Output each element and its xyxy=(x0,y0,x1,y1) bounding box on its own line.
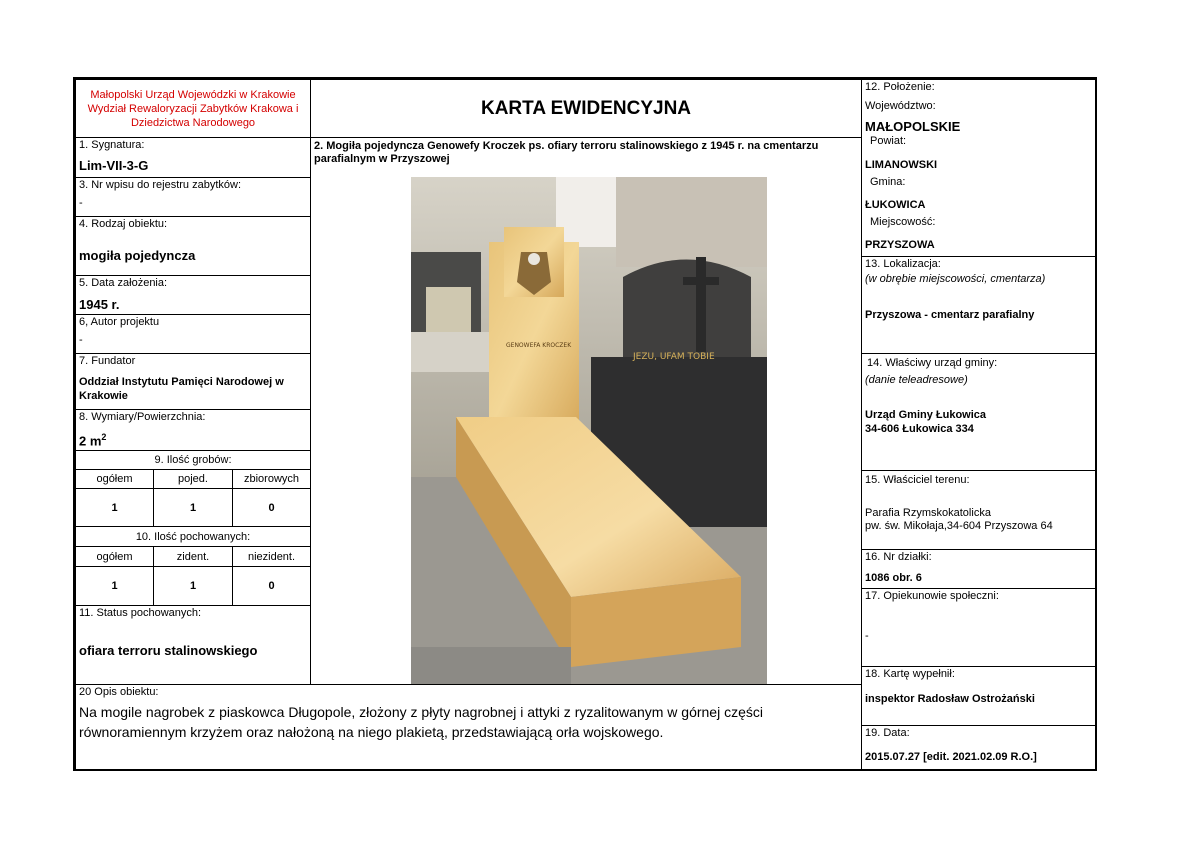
author-field xyxy=(75,314,311,354)
photo-curb xyxy=(411,332,496,372)
filled-by-field xyxy=(861,666,1097,726)
object-photo-panel xyxy=(310,137,862,685)
photo-gravel xyxy=(411,647,571,685)
office-hint: (danie teleadresowe) xyxy=(865,374,968,386)
register-field xyxy=(75,177,311,217)
buried-value-total xyxy=(75,566,154,606)
localization-hint: (w obrębie miejscowości, cmentarza) xyxy=(865,273,1046,285)
localization-label: 13. Lokalizacja: xyxy=(865,258,941,270)
type-label: 4. Rodzaj obiektu: xyxy=(79,218,168,230)
photo-building xyxy=(616,177,767,267)
buried-header-total xyxy=(75,546,154,567)
dimensions-label: 8. Wymiary/Powierzchnia: xyxy=(79,411,206,423)
buried-header-text: ogółem xyxy=(96,550,133,563)
date-founded-field xyxy=(75,275,311,315)
buried-value-unidentified xyxy=(232,566,311,606)
founder-value: Oddział Instytutu Pamięci Narodowej w Krakowie xyxy=(79,376,284,402)
description-text xyxy=(76,700,861,744)
graves-value-text: 0 xyxy=(268,501,275,514)
buried-value-identified xyxy=(153,566,233,606)
photo-plaque-name: GENOWEFA KROCZEK xyxy=(506,342,572,349)
signature-value: Lim-VII-3-G xyxy=(79,158,149,173)
author-value: - xyxy=(79,334,83,346)
location-field xyxy=(861,79,1097,257)
graves-label: 9. Ilość grobów: xyxy=(154,454,232,466)
status-value: ofiara terroru stalinowskiego xyxy=(79,643,258,658)
title-box xyxy=(310,79,862,138)
grave-photo xyxy=(411,177,767,685)
plot-field xyxy=(861,549,1097,589)
photo-crucifix-horizontal xyxy=(683,277,719,285)
card-date-field xyxy=(861,725,1097,771)
owner-name: Parafia Rzymskokatolicka xyxy=(865,507,991,519)
guardians-field xyxy=(861,588,1097,667)
office-name: Urząd Gminy Łukowica xyxy=(865,409,987,421)
signature-label: 1. Sygnatura: xyxy=(79,139,145,151)
type-field xyxy=(75,216,311,276)
status-field xyxy=(75,605,311,685)
county-label: Powiat: xyxy=(870,135,907,147)
guardians-value: - xyxy=(865,630,869,642)
signature-field xyxy=(75,137,311,178)
graves-value-text: 1 xyxy=(111,501,118,514)
authority-header xyxy=(75,79,311,138)
buried-value-text: 1 xyxy=(189,580,197,592)
object-title: 2. Mogiła pojedyncza Genowefy Kroczek ps. ofiary terroru stalinowskiego z 1945 r. na cmentarzu parafialnym w Przyszowej xyxy=(314,140,819,165)
photo-crucifix-vertical xyxy=(696,257,706,352)
office-field xyxy=(861,353,1097,471)
graves-label-cell xyxy=(75,450,311,470)
graves-header-text: zbiorowych xyxy=(243,473,300,485)
owner-label: 15. Właściciel terenu: xyxy=(865,474,970,486)
localization-value: Przyszowa - cmentarz parafialny xyxy=(865,309,1035,321)
photo-candles xyxy=(426,287,471,332)
graves-value-total xyxy=(75,488,154,527)
buried-label-cell xyxy=(75,526,311,547)
graves-header-text: pojed. xyxy=(178,473,208,485)
dimensions-number: 2 m xyxy=(79,433,102,449)
buried-label: 10. Ilość pochowanych: xyxy=(135,530,251,543)
type-value: mogiła pojedyncza xyxy=(79,248,196,263)
localization-field xyxy=(861,256,1097,354)
founder-label: 7. Fundator xyxy=(79,355,136,367)
guardians-label: 17. Opiekunowie społeczni: xyxy=(865,590,999,602)
graves-value-collective xyxy=(232,488,311,527)
authority-text xyxy=(76,80,310,130)
commune-label: Gmina: xyxy=(870,176,906,188)
location-label: 12. Położenie: xyxy=(865,81,935,93)
status-label: 11. Status pochowanych: xyxy=(79,607,202,619)
page-title: KARTA EWIDENCYJNA xyxy=(480,97,692,119)
owner-address: pw. św. Mikołaja,34-604 Przyszowa 64 xyxy=(865,520,1053,532)
founder-field xyxy=(75,353,311,410)
town-value: PRZYSZOWA xyxy=(865,239,935,251)
card-date-value: 2015.07.27 [edit. 2021.02.09 R.O.] xyxy=(865,751,1037,763)
owner-field xyxy=(861,470,1097,550)
buried-header-text: niezident. xyxy=(247,550,296,563)
graves-header-collective xyxy=(232,469,311,489)
authority-line: Wydział Rewaloryzacji Zabytków Krakowa i xyxy=(87,103,299,115)
author-label: 6, Autor projektu xyxy=(79,316,160,328)
dimensions-unit-exponent: 2 xyxy=(101,432,107,442)
town-label: Miejscowość: xyxy=(870,216,936,228)
authority-line: Dziedzictwa Narodowego xyxy=(130,117,256,129)
register-value: - xyxy=(79,197,83,209)
graves-header-single xyxy=(153,469,233,489)
photo-wall xyxy=(556,177,616,247)
commune-value: ŁUKOWICA xyxy=(865,199,926,211)
date-founded-value: 1945 r. xyxy=(79,297,120,312)
plot-value: 1086 obr. 6 xyxy=(865,572,922,584)
office-address: 34-606 Łukowica 334 xyxy=(865,423,974,435)
buried-value-text: 0 xyxy=(268,580,275,592)
plot-label: 16. Nr działki: xyxy=(865,551,932,563)
description-line: równoramiennym krzyżem oraz nałożoną na niego plakietą, przedstawiającą orła wojskowego. xyxy=(79,724,664,740)
office-label: 14. Właściwy urząd gminy: xyxy=(867,357,998,369)
photo-eagle-head xyxy=(528,253,540,265)
register-label: 3. Nr wpisu do rejestru zabytków: xyxy=(79,179,242,191)
graves-header-text: ogółem xyxy=(96,473,133,485)
buried-header-unidentified xyxy=(232,546,311,567)
description-field xyxy=(75,684,862,771)
date-founded-label: 5. Data założenia: xyxy=(79,277,168,289)
dimensions-value xyxy=(76,425,310,448)
description-label: 20 Opis obiektu: xyxy=(79,686,159,698)
buried-value-text: 1 xyxy=(111,580,118,592)
graves-value-text: 1 xyxy=(189,501,197,514)
filled-by-value: inspektor Radosław Ostrożański xyxy=(865,693,1035,705)
photo-inscription: JEZU, UFAM TOBIE xyxy=(633,352,715,362)
dimensions-field xyxy=(75,409,311,451)
record-card xyxy=(73,77,1097,771)
voivodeship-label: Województwo: xyxy=(865,100,936,112)
buried-header-text: zident. xyxy=(176,550,210,563)
voivodeship-value: MAŁOPOLSKIE xyxy=(865,119,961,134)
graves-header-total xyxy=(75,469,154,489)
filled-by-label: 18. Kartę wypełnił: xyxy=(865,668,955,680)
authority-line: Małopolski Urząd Wojewódzki w Krakowie xyxy=(90,89,296,101)
buried-header-identified xyxy=(153,546,233,567)
graves-value-single xyxy=(153,488,233,527)
county-value: LIMANOWSKI xyxy=(865,159,938,171)
card-date-label: 19. Data: xyxy=(865,727,910,739)
description-line: Na mogile nagrobek z piaskowca Długopole, złożony z płyty nagrobnej i attyki z ryzalitowanym w górnej części xyxy=(79,704,763,720)
